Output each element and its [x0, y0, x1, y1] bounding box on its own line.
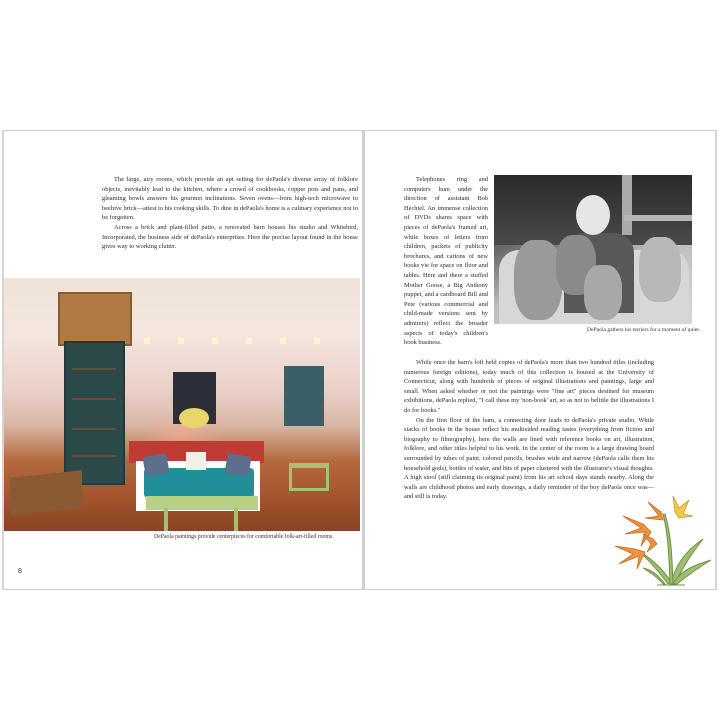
page-number: 8 — [18, 568, 22, 575]
person-head — [576, 195, 610, 235]
photo-caption: DePaola gathers his terriers for a moment of quiet. — [587, 327, 701, 333]
candle-lights — [134, 338, 344, 344]
green-stool — [289, 463, 329, 491]
wooden-chest — [10, 470, 82, 516]
right-page — [365, 131, 717, 589]
pillow — [142, 453, 169, 477]
paragraph: Across a brick and plant-filled patio, a renovated barn houses his studio and Whitebird, Incorporated, the business side of dePaola's enterprises. Here the precise layout found in the house gives way to working clutter. — [102, 223, 358, 251]
bench-leg — [234, 508, 238, 531]
paragraph: Telephones ring and computers hum under the direction of assistant Bob Hechtel. An immense collection of DVDs shares space with pieces of dePaola's framed art, while boxes of letters from children, packets of publicity brochures, and cartons of new books vie for space on floor and tables. Here and there a stuffed Mother Goose, a Big Anthony puppet, and a cardboard Bill and Pete (various commercial and child-made versions sent by admirers) reflect the broader aspects of today's children's book business. — [404, 176, 488, 347]
paragraph: While once the barn's loft held copies of dePaola's more than two hundred titles (including numerous foreign editions), today much of this collection is housed at the University of Connecticut, along with hundreds of pieces of original illustrations and paintings, large and small. When asked whether or not the paintings were "fine art" pieces destined for museum exhibitions, dePaola replied, "I call these my 'non-book' art, so as not to belittle the illustrations I do for books." — [404, 359, 654, 414]
pillow — [224, 453, 251, 477]
terrier — [584, 265, 622, 320]
terrier — [514, 240, 562, 320]
left-page — [4, 131, 362, 589]
photo-caption: DePaola paintings provide centerpieces for comfortable folk-art-filled rooms. — [154, 534, 334, 540]
beam — [624, 215, 692, 221]
green-bench — [146, 496, 258, 510]
paragraph: On the first floor of the barn, a connecting door leads to dePaola's private studio. While stacks of books in the house reflect his multisided reading tastes (everything from fiction and biography to filmography), here the walls are lined with reference books on art, illustration, folklore, and other titles helpful to his work. In the center of the room is a large drawing board surrounded by tubes of paint, colored pencils, brushes wide and narrow (dePaola calls them his household gods), bottles of water, and bits of paper clustered with the illustrator's visual thoughts. A high stool (still claiming its original paint) from his art school days stands nearby. Along the walls are childhood photos and early drawings, a daily reminder of the boy dePaola once was—and still is today. — [404, 416, 654, 501]
paragraph: The large, airy rooms, which provide an apt setting for dePaola's diverse array of folklore objects, inevitably lead to the kitchen, where a crowd of cookbooks, copper pots and pans, and gleaming bowls answers his gourmet inclinations. Seven ovens—from high-tech microwave to beehive brick—attest to his cooking skills. To dine in dePaola's home is a culinary experience not to be forgotten. — [102, 176, 358, 222]
display-cabinet — [64, 341, 125, 485]
pillow — [186, 452, 206, 470]
right-wide-text — [404, 358, 654, 502]
bench-leg — [164, 508, 168, 531]
flower-arrangement — [179, 408, 209, 428]
teal-cabinet — [284, 366, 324, 426]
lily-flower-icon — [613, 494, 713, 589]
right-narrow-text — [404, 175, 488, 348]
book-spread — [2, 130, 717, 590]
folk-art-altar — [58, 292, 132, 346]
left-body-text — [102, 175, 358, 252]
portrait-photo — [494, 175, 692, 324]
beam — [622, 175, 632, 235]
interior-photo — [4, 278, 360, 531]
terrier — [639, 237, 681, 302]
